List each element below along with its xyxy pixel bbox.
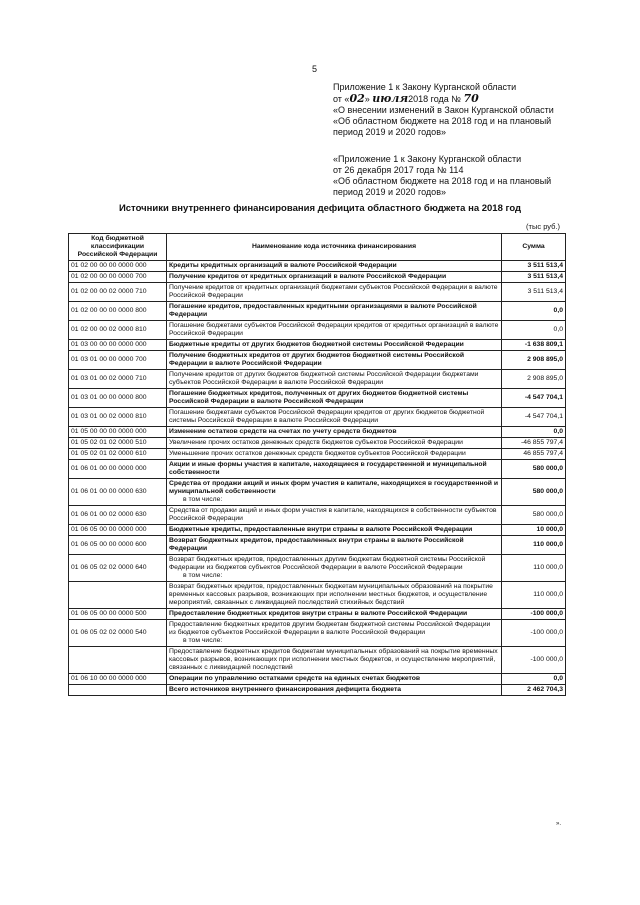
table-row xyxy=(69,582,566,609)
row-note: в том числе: xyxy=(183,572,223,579)
row-name: Погашение бюджетами субъектов Российской Федерации кредитов от других бюджетов бюджетной системы Российской Федерации в валюте Российской Федерации xyxy=(169,409,485,424)
row-code: 01 06 01 00 00 0000 000 xyxy=(69,460,167,479)
table-row xyxy=(69,479,566,506)
row-name-cell xyxy=(167,460,502,479)
table-row xyxy=(69,427,566,438)
row-code: 01 06 05 02 02 0000 540 xyxy=(69,620,167,647)
row-name-cell xyxy=(167,389,502,408)
table-row xyxy=(69,609,566,620)
row-code: 01 02 00 00 02 0000 810 xyxy=(69,321,167,340)
table-row xyxy=(69,620,566,647)
row-name-cell xyxy=(167,283,502,302)
row-code: 01 03 01 00 00 0000 800 xyxy=(69,389,167,408)
row-name: Получение кредитов от кредитных организаций бюджетами субъектов Российской Федерации в валюте Российской Федерации xyxy=(169,284,498,299)
row-name: Операции по управлению остатками средств на единых счетах бюджетов xyxy=(169,675,421,682)
handwritten-month: июля xyxy=(372,92,409,105)
row-code: 01 02 00 00 02 0000 710 xyxy=(69,283,167,302)
header-line: Приложение 1 к Закону Курганской области xyxy=(333,82,517,92)
header-line: «О внесении изменений в Закон Курганской области xyxy=(333,105,554,115)
table-row xyxy=(69,370,566,389)
row-code: 01 06 05 00 00 0000 000 xyxy=(69,525,167,536)
row-sum: 110 000,0 xyxy=(502,536,566,555)
table-row xyxy=(69,536,566,555)
row-sum: -100 000,0 xyxy=(502,647,566,674)
row-sum: 110 000,0 xyxy=(502,555,566,582)
row-name: Возврат бюджетных кредитов, предоставленных другим бюджетам бюджетной системы Российской Федерации из бюджетов субъектов Российской Федерации в валюте Российской Федерации xyxy=(169,556,486,571)
row-code xyxy=(69,647,167,674)
row-name-cell xyxy=(167,620,502,647)
row-code: 01 02 00 00 00 0000 000 xyxy=(69,261,167,272)
row-code: 01 03 00 00 00 0000 000 xyxy=(69,340,167,351)
row-name-cell xyxy=(167,685,502,696)
table-row xyxy=(69,525,566,536)
row-name-cell xyxy=(167,479,502,506)
table-row xyxy=(69,340,566,351)
row-sum: 580 000,0 xyxy=(502,460,566,479)
table-row xyxy=(69,408,566,427)
row-code: 01 03 01 00 02 0000 710 xyxy=(69,370,167,389)
column-header-name: Наименование кода источника финансирования xyxy=(167,234,502,261)
document-header xyxy=(333,82,613,198)
row-name: Бюджетные кредиты, предоставленные внутри страны в валюте Российской Федерации xyxy=(169,526,473,533)
row-sum: 3 511 513,4 xyxy=(502,261,566,272)
header-date-year: 2018 года № xyxy=(408,94,461,104)
header-line: «Об областном бюджете на 2018 год и на плановый xyxy=(333,176,552,186)
row-code: 01 06 10 00 00 0000 000 xyxy=(69,674,167,685)
row-sum: 2 908 895,0 xyxy=(502,351,566,370)
row-name: Возврат бюджетных кредитов, предоставленных внутри страны в валюте Российской Федерации xyxy=(169,537,464,552)
table-row xyxy=(69,460,566,479)
table-row xyxy=(69,261,566,272)
row-sum: 0,0 xyxy=(502,321,566,340)
handwritten-number: 70 xyxy=(463,92,479,105)
header-line: от 26 декабря 2017 года № 114 xyxy=(333,165,464,175)
row-sum: 2 462 704,3 xyxy=(502,685,566,696)
row-name: Уменьшение прочих остатков денежных средств бюджетов субъектов Российской Федерации xyxy=(169,450,466,457)
row-name: Получение кредитов от других бюджетов бюджетной системы Российской Федерации бюджетами субъектов Российской Федерации в валюте Российской Федерации xyxy=(169,371,479,386)
handwritten-day: 02 xyxy=(349,92,365,105)
header-date-prefix: от « xyxy=(333,94,350,104)
row-name-cell xyxy=(167,647,502,674)
units-label: (тыс руб.) xyxy=(526,222,560,231)
header-line: «Приложение 1 к Закону Курганской области xyxy=(333,154,522,164)
row-name-cell xyxy=(167,321,502,340)
column-header-sum: Сумма xyxy=(502,234,566,261)
row-sum: 3 511 513,4 xyxy=(502,272,566,283)
table-row xyxy=(69,302,566,321)
row-name-cell xyxy=(167,449,502,460)
row-sum: -100 000,0 xyxy=(502,609,566,620)
table-header-row xyxy=(69,234,566,261)
row-name: Бюджетные кредиты от других бюджетов бюджетной системы Российской Федерации xyxy=(169,341,464,348)
row-name-cell xyxy=(167,674,502,685)
row-name: Возврат бюджетных кредитов, предоставленных бюджетам муниципальных образований на покрытие временных кассовых разрывов, возникающих при исполнении местных бюджетов, и осуществление мероприятий, связанных с ликвидацией последствий стихийных бедствий xyxy=(169,583,493,606)
column-header-code: Код бюджетной классификации Российской Федерации xyxy=(69,234,167,261)
header-date-line xyxy=(333,93,613,105)
row-sum: 0,0 xyxy=(502,674,566,685)
row-name-cell xyxy=(167,525,502,536)
row-name-cell xyxy=(167,302,502,321)
row-name-cell xyxy=(167,261,502,272)
row-name: Получение кредитов от кредитных организаций в валюте Российской Федерации xyxy=(169,273,447,280)
row-code: 01 06 01 00 02 0000 630 xyxy=(69,506,167,525)
row-code xyxy=(69,685,167,696)
table-row xyxy=(69,283,566,302)
row-sum: 110 000,0 xyxy=(502,582,566,609)
row-sum: -100 000,0 xyxy=(502,620,566,647)
row-name-cell xyxy=(167,438,502,449)
row-sum: 0,0 xyxy=(502,427,566,438)
row-name: Предоставление бюджетных кредитов другим бюджетам бюджетной системы Российской Федерации из бюджетов субъектов Российской Федерации в валюте Российской Федерации xyxy=(169,621,491,636)
row-name: Кредиты кредитных организаций в валюте Российской Федерации xyxy=(169,262,397,269)
row-name-cell xyxy=(167,582,502,609)
row-name: Погашение бюджетных кредитов, полученных от других бюджетов бюджетной системы Российской Федерации в валюте Российской Федерации xyxy=(169,390,469,405)
row-sum: -4 547 704,1 xyxy=(502,408,566,427)
row-name: Средства от продажи акций и иных форм участия в капитале, находящихся в собственности субъектов Российской Федерации xyxy=(169,507,497,522)
row-name: Акции и иные формы участия в капитале, находящиеся в государственной и муниципальной собственности xyxy=(169,461,487,476)
page-number: 5 xyxy=(312,64,318,74)
row-name: Предоставление бюджетных кредитов внутри страны в валюте Российской Федерации xyxy=(169,610,468,617)
row-code: 01 06 05 02 02 0000 640 xyxy=(69,555,167,582)
financing-sources-table xyxy=(68,233,566,696)
row-name: Всего источников внутреннего финансирования дефицита бюджета xyxy=(169,686,402,693)
table-row xyxy=(69,272,566,283)
row-name-cell xyxy=(167,506,502,525)
row-sum: 46 855 797,4 xyxy=(502,449,566,460)
table-row xyxy=(69,351,566,370)
row-name: Получение бюджетных кредитов от других бюджетов бюджетной системы Российской Федерации в валюте Российской Федерации xyxy=(169,352,465,367)
row-name: Средства от продажи акций и иных форм участия в капитале, находящихся в государственной и муниципальной собственности xyxy=(169,480,499,495)
row-code: 01 06 05 00 00 0000 600 xyxy=(69,536,167,555)
row-code: 01 02 00 00 00 0000 800 xyxy=(69,302,167,321)
table-row xyxy=(69,321,566,340)
row-code: 01 02 00 00 00 0000 700 xyxy=(69,272,167,283)
row-name: Изменение остатков средств на счетах по учету средств бюджетов xyxy=(169,428,397,435)
row-name-cell xyxy=(167,351,502,370)
row-code: 01 03 01 00 02 0000 810 xyxy=(69,408,167,427)
table-row xyxy=(69,685,566,696)
row-name-cell xyxy=(167,340,502,351)
header-line: период 2019 и 2020 годов» xyxy=(333,187,446,197)
row-note: в том числе: xyxy=(183,637,223,644)
closing-quote-mark: ». xyxy=(556,821,562,827)
table-row xyxy=(69,506,566,525)
row-name: Предоставление бюджетных кредитов бюджетам муниципальных образований на покрытие временных кассовых разрывов, возникающих при исполнении местных бюджетов, и осуществление мероприятий, связанных с ликвидацией последствий xyxy=(169,648,498,671)
row-name: Погашение кредитов, предоставленных кредитными организациями в валюте Российской Федерации xyxy=(169,303,477,318)
row-name-cell xyxy=(167,609,502,620)
row-name-cell xyxy=(167,555,502,582)
row-name-cell xyxy=(167,427,502,438)
row-sum: 580 000,0 xyxy=(502,479,566,506)
header-line: «Об областном бюджете на 2018 год и на плановый xyxy=(333,116,552,126)
header-date-mid: » xyxy=(364,94,373,104)
row-code: 01 05 02 01 02 0000 510 xyxy=(69,438,167,449)
row-sum: -1 638 809,1 xyxy=(502,340,566,351)
table-row xyxy=(69,647,566,674)
row-sum: 0,0 xyxy=(502,302,566,321)
document-title: Источники внутреннего финансирования дефицита областного бюджета на 2018 год xyxy=(118,203,522,214)
table-row xyxy=(69,555,566,582)
table-row xyxy=(69,438,566,449)
row-sum: 580 000,0 xyxy=(502,506,566,525)
header-line: период 2019 и 2020 годов» xyxy=(333,127,446,137)
row-code: 01 06 01 00 00 0000 630 xyxy=(69,479,167,506)
row-code xyxy=(69,582,167,609)
table-row xyxy=(69,674,566,685)
row-sum: 10 000,0 xyxy=(502,525,566,536)
table-row xyxy=(69,449,566,460)
table-row xyxy=(69,389,566,408)
row-sum: -46 855 797,4 xyxy=(502,438,566,449)
row-code: 01 05 02 01 02 0000 610 xyxy=(69,449,167,460)
row-code: 01 03 01 00 00 0000 700 xyxy=(69,351,167,370)
row-code: 01 06 05 00 00 0000 500 xyxy=(69,609,167,620)
row-name: Погашение бюджетами субъектов Российской Федерации кредитов от кредитных организаций в валюте Российской Федерации xyxy=(169,322,499,337)
table-body xyxy=(69,261,566,696)
row-sum: 3 511 513,4 xyxy=(502,283,566,302)
row-name-cell xyxy=(167,536,502,555)
row-code: 01 05 00 00 00 0000 000 xyxy=(69,427,167,438)
row-name: Увеличение прочих остатков денежных средств бюджетов субъектов Российской Федерации xyxy=(169,439,463,446)
row-name-cell xyxy=(167,370,502,389)
row-note: в том числе: xyxy=(183,496,223,503)
row-name-cell xyxy=(167,408,502,427)
row-sum: 2 908 895,0 xyxy=(502,370,566,389)
row-name-cell xyxy=(167,272,502,283)
row-sum: -4 547 704,1 xyxy=(502,389,566,408)
